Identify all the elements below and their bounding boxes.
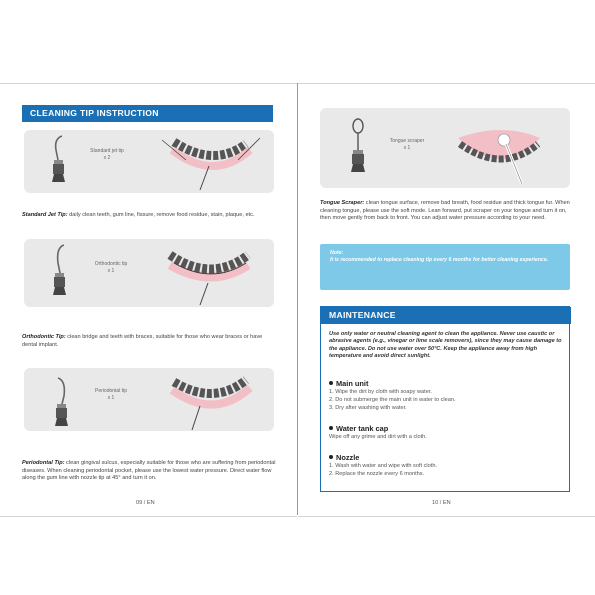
- bullet-icon: [329, 426, 333, 430]
- tongue-scraper-label: Tongue scraper x 1: [389, 138, 425, 151]
- page-number-left: 09 / EN: [136, 500, 155, 506]
- bullet-icon: [329, 455, 333, 459]
- nozzle-item: 2. Replace the nozzle every 6 months.: [329, 471, 425, 477]
- periodontal-tip-label: Periodontal tip x 1: [95, 388, 127, 401]
- note-title: Note:: [330, 250, 344, 256]
- periodontal-tip-desc: Periodontal Tip: clean gingival sulcus, especially suitable for those who are suffering from periodontal diseases. When cleaning periodontal pocket, please use the lowest water pressure. Direct water flow along the gum line with nozzle tip at 45° and turn it on.: [22, 460, 276, 482]
- standard-jet-tip-panel: [24, 130, 274, 193]
- note-box: [320, 244, 570, 290]
- orthodontic-tip-illustration: [24, 239, 274, 307]
- bullet-icon: [329, 381, 333, 385]
- orthodontic-tip-label: Orthodontic tip x 1: [94, 261, 128, 274]
- nozzle-heading: Nozzle: [329, 453, 359, 462]
- tongue-scraper-illustration: [320, 108, 570, 188]
- manual-spread: [0, 83, 595, 515]
- periodontal-tip-illustration: [24, 368, 274, 431]
- water-tank-cap-item: Wipe off any grime and dirt with a cloth.: [329, 434, 427, 440]
- water-tank-cap-heading: Water tank cap: [329, 424, 388, 433]
- maintenance-header: MAINTENANCE: [321, 307, 571, 324]
- maintenance-box: [320, 306, 570, 492]
- standard-jet-tip-illustration: [24, 130, 274, 193]
- orthodontic-tip-desc: Orthodontic Tip: clean bridge and teeth with braces, suitable for those who wear braces or have dental implant.: [22, 334, 263, 348]
- note-text: It is recommended to replace cleaning tip every 6 months for better cleaning experience.: [330, 257, 549, 264]
- main-unit-heading: Main unit: [329, 379, 368, 388]
- cleaning-tip-header: CLEANING TIP INSTRUCTION: [22, 105, 273, 122]
- main-unit-item: 1. Wipe the dirt by cloth with soapy water.: [329, 389, 432, 395]
- main-unit-item: 3. Dry after washing with water.: [329, 405, 407, 411]
- orthodontic-tip-panel: [24, 239, 274, 307]
- periodontal-tip-panel: [24, 368, 274, 431]
- main-unit-item: 2. Do not submerge the main unit in water to clean.: [329, 397, 456, 403]
- maintenance-warning: Use only water or neutral cleaning agent to clean the appliance. Never use caustic or abrasive agents (e.g., vinegar or lime scale removers), since they may cause damage to the appliance. Do not use water over 50°C. Keep the appliance away from high temperature and avoid direct sunlight.: [329, 331, 562, 360]
- tongue-scraper-desc: Tongue Scraper: clean tongue surface, remove bad breath, food residue and thick tongue fur. When cleaning tongue, please use the soft mode. Lean forward, put scraper on your tongue and turn it on, then move gently from back to front. You can adjust water pressure according to your need.: [320, 200, 570, 222]
- nozzle-item: 1. Wash with water and wipe with soft cloth.: [329, 463, 437, 469]
- page-right: [298, 83, 595, 517]
- standard-jet-tip-label: Standard jet tip x 2: [90, 148, 124, 161]
- page-number-right: 10 / EN: [432, 500, 451, 506]
- tongue-scraper-panel: [320, 108, 570, 188]
- page-left: [0, 83, 297, 517]
- standard-jet-tip-desc: Standard Jet Tip: daily clean teeth, gum line, fissure, remove food residue, stain, plaque, etc.: [22, 212, 255, 218]
